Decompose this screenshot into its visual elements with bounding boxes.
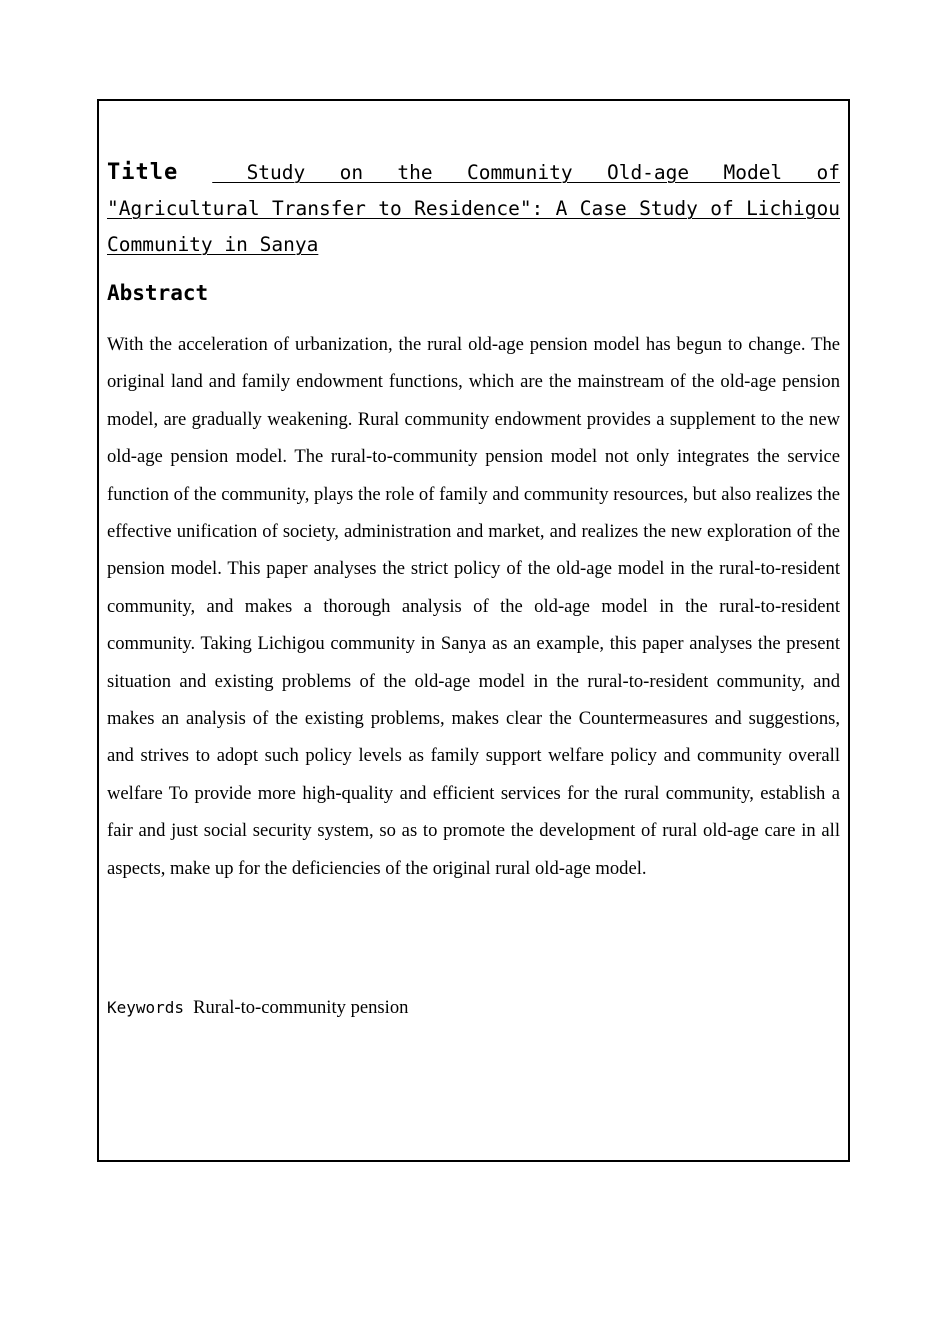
title-block <box>107 155 840 263</box>
paper-title: Study on the Community Old-age Model of "Agricultural Transfer to Residence": A Case Study of Lichigou Community in Sanya <box>107 161 840 256</box>
keywords-value: Rural-to-community pension <box>193 997 409 1018</box>
abstract-body: With the acceleration of urbanization, the rural old-age pension model has begun to change. The original land and family endowment functions, which are the mainstream of the old-age pension model, are gradually weakening. Rural community endowment provides a supplement to the new old-age pension model. The rural-to-community pension model not only integrates the service function of the community, plays the role of family and community resources, but also realizes the effective unification of society, administration and market, and realizes the new exploration of the pension model. This paper analyses the strict policy of the old-age model in the rural-to-resident community, and makes a thorough analysis of the old-age model in the rural-to-resident community. Taking Lichigou community in Sanya as an example, this paper analyses the present situation and existing problems of the old-age model in the rural-to-resident community, and makes an analysis of the existing problems, makes clear the Countermeasures and suggestions, and strives to adopt such policy levels as family support welfare policy and community overall welfare To provide more high-quality and efficient services for the rural community, establish a fair and just social security system, so as to promote the development of rural old-age care in all aspects, make up for the deficiencies of the original rural old-age model. <box>107 334 840 879</box>
keywords-line <box>107 995 408 1021</box>
abstract-heading: Abstract <box>107 281 209 305</box>
abstract-page-frame <box>97 99 850 1162</box>
title-label: Title <box>107 160 179 185</box>
keywords-label: Keywords <box>107 998 185 1017</box>
